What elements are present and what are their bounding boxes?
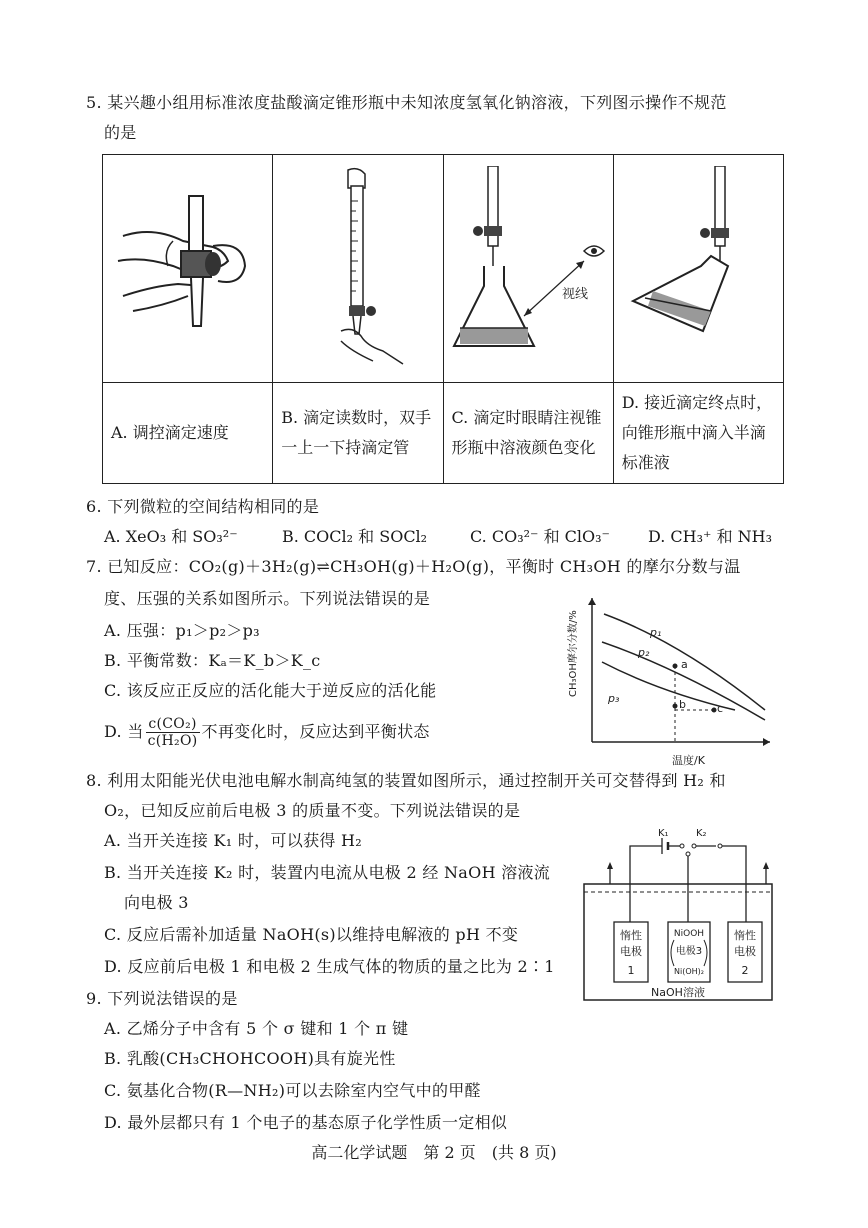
burette-reading-hand-icon	[303, 166, 413, 366]
tilted-flask-half-drop-icon	[623, 166, 773, 366]
q7-fraction-numerator: c(CO₂)	[146, 716, 200, 733]
q7-equilibrium-graph	[560, 592, 776, 770]
label-a: a	[681, 658, 688, 671]
q8-electrolysis-device	[580, 824, 776, 1004]
burette-stopcock-hands-icon	[113, 186, 263, 346]
electrode2-line1: 惰性	[734, 929, 756, 942]
q8-option-a: A. 当开关连接 K₁ 时，可以获得 H₂	[104, 831, 363, 850]
q8-option-b1: B. 当开关连接 K₂ 时，装置内电流从电极 2 经 NaOH 溶液流	[104, 863, 551, 882]
q7-stem-line1: 7. 已知反应：CO₂(g)＋3H₂(g)⇌CH₃OH(g)＋H₂O(g)，平衡时 CH₃OH 的摩尔分数与温	[86, 557, 741, 576]
q5-caption-b: B. 滴定读数时，双手一上一下持滴定管	[273, 382, 443, 483]
point-c	[712, 708, 717, 713]
q7-fraction-denominator: c(H₂O)	[147, 733, 198, 749]
page-footer: 高二化学试题 第 2 页 (共 8 页)	[311, 1143, 557, 1162]
q5-options-table	[102, 154, 784, 484]
q9-stem: 9. 下列说法错误的是	[86, 989, 238, 1008]
titration-flask-sightline-icon	[444, 166, 614, 366]
y-axis-label: CH₃OH摩尔分数/%	[568, 610, 579, 697]
point-b	[673, 704, 678, 709]
q8-stem-line1: 8. 利用太阳能光伏电池电解水制高纯氢的装置如图所示，通过控制开关可交替得到 H₂ 和	[86, 771, 726, 790]
q6-option-c: C. CO₃²⁻ 和 ClO₃⁻	[470, 527, 610, 546]
q5-image-a	[103, 155, 273, 383]
q7-option-d	[104, 712, 430, 752]
q5-stem-line1: 5. 某兴趣小组用标准浓度盐酸滴定锥形瓶中未知浓度氢氧化钠溶液，下列图示操作不规范	[86, 93, 727, 112]
q6-stem: 6. 下列微粒的空间结构相同的是	[86, 497, 320, 516]
electrode2-line3: 2	[741, 964, 749, 977]
q7-option-c: C. 该反应正反应的活化能大于逆反应的活化能	[104, 681, 437, 700]
switch-k1-label: K₁	[658, 828, 669, 839]
q8-option-c: C. 反应后需补加适量 NaOH(s)以维持电解液的 pH 不变	[104, 925, 519, 944]
naoh-solution-label: NaOH溶液	[651, 986, 705, 999]
point-a	[673, 664, 678, 669]
label-p2: p₂	[638, 646, 650, 659]
electrode1-line1: 惰性	[620, 929, 642, 942]
q9-option-a: A. 乙烯分子中含有 5 个 σ 键和 1 个 π 键	[104, 1019, 409, 1038]
label-c: c	[717, 702, 724, 715]
q7-option-d-prefix: D. 当	[104, 722, 144, 741]
q7-option-d-fraction	[146, 716, 200, 749]
q8-option-b2: 向电极 3	[124, 893, 189, 912]
q6-option-a: A. XeO₃ 和 SO₃²⁻	[104, 527, 238, 546]
q9-option-b: B. 乳酸(CH₃CHOHCOOH)具有旋光性	[104, 1049, 396, 1068]
q7-stem-line2: 度、压强的关系如图所示。下列说法错误的是	[104, 589, 431, 608]
q5-image-c	[443, 155, 613, 383]
q5-image-b	[273, 155, 443, 383]
x-axis-label: 温度/K	[672, 754, 705, 767]
q9-option-c: C. 氨基化合物(R—NH₂)可以去除室内空气中的甲醛	[104, 1081, 481, 1100]
label-p3: p₃	[608, 692, 620, 705]
electrode3-line2: 电极3	[675, 946, 703, 957]
q5-caption-a: A. 调控滴定速度	[103, 382, 273, 483]
q8-option-d: D. 反应前后电极 1 和电极 2 生成气体的物质的量之比为 2∶1	[104, 957, 555, 976]
electrode3-line3: Ni(OH)₂	[674, 967, 704, 976]
electrode1-line3: 1	[627, 964, 635, 977]
q7-option-d-suffix: 不再变化时，反应达到平衡状态	[201, 722, 430, 741]
q8-stem-line2: O₂，已知反应前后电极 3 的质量不变。下列说法错误的是	[104, 801, 521, 820]
electrode1-line2: 电极	[620, 945, 642, 958]
q5-caption-d: D. 接近滴定终点时，向锥形瓶中滴入半滴标准液	[613, 382, 783, 483]
q6-option-b: B. COCl₂ 和 SOCl₂	[282, 527, 428, 546]
label-b: b	[679, 698, 686, 711]
q5-stem-line2: 的是	[104, 123, 137, 142]
electrode2-line2: 电极	[734, 945, 756, 958]
switch-k2-label: K₂	[696, 828, 707, 839]
q7-option-a: A. 压强：p₁＞p₂＞p₃	[104, 621, 260, 640]
sight-line-label: 视线	[561, 287, 588, 303]
q7-option-b: B. 平衡常数：Kₐ＝K_b＞K_c	[104, 651, 321, 670]
q9-option-d: D. 最外层都只有 1 个电子的基态原子化学性质一定相似	[104, 1113, 508, 1132]
label-p1: p₁	[650, 626, 662, 639]
electrode3-line1: NiOOH	[673, 929, 705, 939]
q6-option-d: D. CH₃⁺ 和 NH₃	[648, 527, 773, 546]
q5-image-d	[613, 155, 783, 383]
q5-caption-c: C. 滴定时眼睛注视锥形瓶中溶液颜色变化	[443, 382, 613, 483]
